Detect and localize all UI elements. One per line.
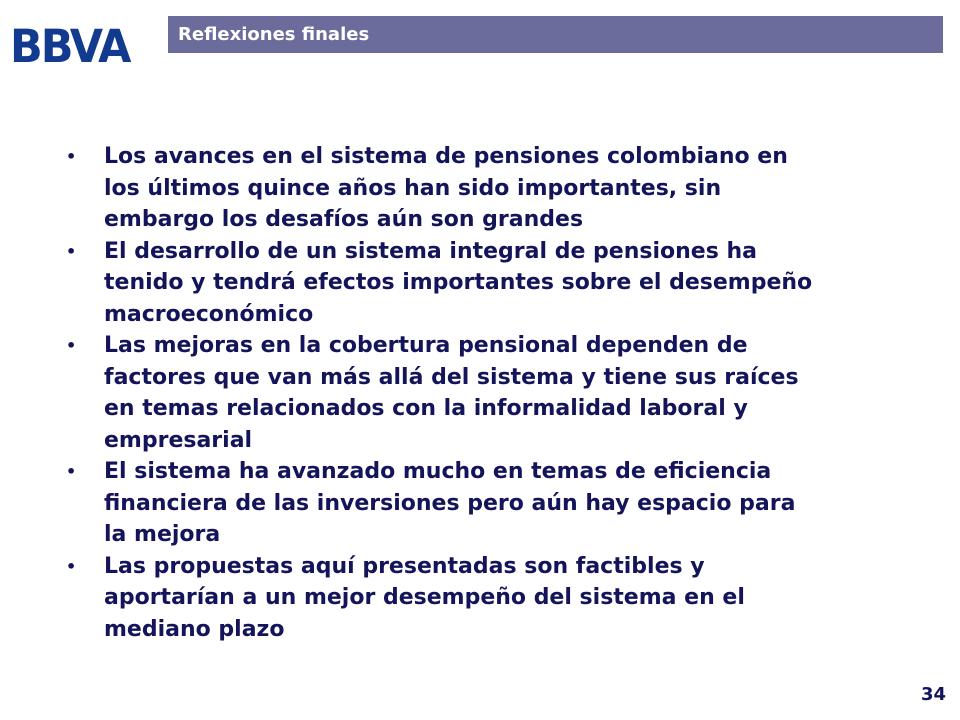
- bullet-text-line: factores que van más allá del sistema y tiene sus raíces: [104, 364, 799, 390]
- bullet-item: [60, 141, 870, 236]
- section-header-bar: [168, 16, 943, 53]
- bullet-item: [60, 456, 870, 551]
- bullet-item: [60, 551, 870, 646]
- bullet-list: [60, 141, 870, 645]
- bbva-logo: BBVA: [10, 20, 130, 74]
- bullet-item: [60, 330, 870, 456]
- bullet-text-line: empresarial: [104, 427, 253, 453]
- bullet-marker: •: [66, 336, 77, 355]
- bullet-text-line: El sistema ha avanzado mucho en temas de eficiencia: [104, 459, 772, 484]
- bullet-text-line: Las mejoras en la cobertura pensional dependen de: [104, 333, 748, 358]
- bullet-text-line: El desarrollo de un sistema integral de pensiones ha: [104, 238, 757, 264]
- bullet-text-line: Las propuestas aquí presentadas son factibles y: [104, 553, 705, 579]
- bullet-text-line: embargo los desafíos aún son grandes: [104, 207, 584, 232]
- bullet-text-line: Los avances en el sistema de pensiones colombiano en: [104, 144, 788, 169]
- section-title: Reflexiones finales: [178, 24, 370, 45]
- bullet-text-line: tenido y tendrá efectos importantes sobre el desempeño: [104, 270, 813, 295]
- bullet-text-line: aportarían a un mejor desempeño del sistema en el: [104, 585, 745, 610]
- bullet-text-line: en temas relacionados con la informalidad laboral y: [104, 396, 748, 421]
- bullet-text-line: financiera de las inversiones pero aún hay espacio para: [104, 490, 796, 516]
- bullet-text-line: macroeconómico: [104, 301, 314, 327]
- bullet-text-line: la mejora: [104, 522, 221, 547]
- bullet-marker: •: [66, 147, 77, 166]
- bullet-marker: •: [66, 241, 77, 261]
- bullet-text-line: mediano plazo: [104, 616, 285, 642]
- bullet-text-line: los últimos quince años han sido importantes, sin: [104, 175, 722, 201]
- bullet-item: [60, 236, 870, 331]
- bullet-marker: •: [66, 556, 77, 576]
- page-number: 34: [920, 684, 946, 705]
- bullet-marker: •: [66, 462, 77, 481]
